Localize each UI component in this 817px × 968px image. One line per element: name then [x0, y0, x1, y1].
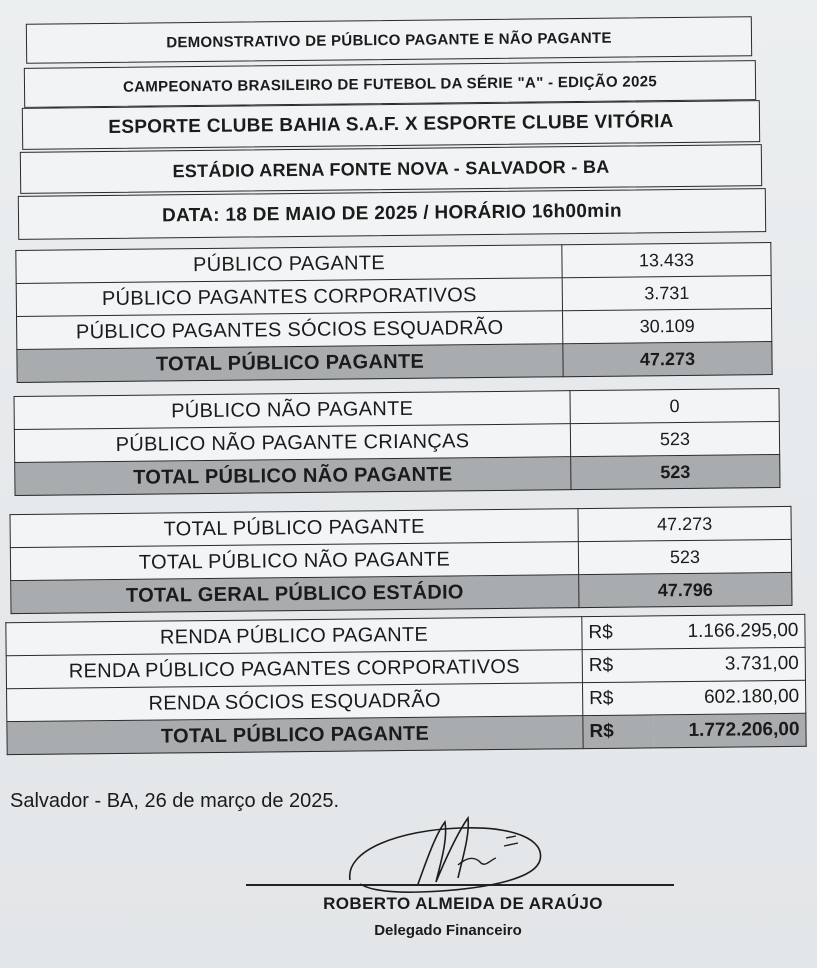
row-value: 3.731,00 [653, 647, 806, 682]
row-value: 1.166.295,00 [652, 614, 805, 649]
total-row [7, 713, 806, 754]
row-label: RENDA PÚBLICO PAGANTES CORPORATIVOS [6, 650, 582, 689]
row-label: RENDA SÓCIOS ESQUADRÃO [7, 683, 583, 722]
header-stadium: ESTÁDIO ARENA FONTE NOVA - SALVADOR - BA [172, 156, 610, 181]
handwritten-signature [340, 810, 560, 900]
row-label: PÚBLICO NÃO PAGANTE [14, 391, 570, 430]
total-value: 47.273 [563, 342, 772, 377]
row-value: 523 [570, 421, 779, 456]
row-label: RENDA PÚBLICO PAGANTE [6, 617, 582, 656]
currency-symbol: R$ [583, 715, 654, 749]
signer-name: ROBERTO ALMEIDA DE ARAÚJO [323, 894, 603, 913]
total-row [11, 572, 792, 613]
row-label: TOTAL PÚBLICO NÃO PAGANTE [10, 542, 578, 581]
paying-audience-table [15, 242, 772, 383]
signature-line [246, 884, 674, 886]
currency-symbol: R$ [582, 682, 653, 716]
total-value: 47.796 [579, 572, 792, 607]
total-label: TOTAL PÚBLICO NÃO PAGANTE [15, 457, 571, 496]
row-value: 0 [570, 388, 779, 423]
row-value: 13.433 [562, 243, 771, 278]
row-value: 602.180,00 [653, 680, 806, 715]
header-championship: CAMPEONATO BRASILEIRO DE FUTEBOL DA SÉRIE "A" - EDIÇÃO 2025 [122, 72, 658, 96]
header-title-box [26, 16, 752, 64]
row-label: PÚBLICO PAGANTES CORPORATIVOS [16, 278, 562, 317]
total-label: TOTAL PÚBLICO PAGANTE [17, 344, 563, 383]
signer-role: Delegado Financeiro [374, 922, 522, 939]
header-stadium-box [20, 144, 762, 194]
total-value: 523 [571, 454, 780, 489]
non-paying-audience-table [13, 388, 780, 496]
row-value: 30.109 [562, 309, 771, 344]
place-and-date: Salvador - BA, 26 de março de 2025. [10, 790, 340, 812]
currency-symbol: R$ [582, 616, 653, 650]
currency-symbol: R$ [582, 649, 653, 683]
revenue-table [5, 614, 806, 755]
row-label: PÚBLICO NÃO PAGANTE CRIANÇAS [14, 424, 570, 463]
row-label: TOTAL PÚBLICO PAGANTE [10, 509, 578, 548]
header-match-box [22, 100, 760, 150]
row-label: PÚBLICO PAGANTES SÓCIOS ESQUADRÃO [17, 311, 563, 350]
row-label: PÚBLICO PAGANTE [16, 245, 562, 284]
row-value: 3.731 [562, 276, 771, 311]
total-label: TOTAL GERAL PÚBLICO ESTÁDIO [11, 575, 579, 614]
header-title: DEMONSTRATIVO DE PÚBLICO PAGANTE E NÃO PAGANTE [166, 29, 612, 51]
header-match: ESPORTE CLUBE BAHIA S.A.F. X ESPORTE CLUBE VITÓRIA [108, 111, 674, 138]
total-row [15, 454, 780, 495]
total-audience-table [9, 506, 792, 614]
row-value: 47.273 [578, 506, 791, 541]
row-value: 523 [578, 539, 791, 574]
header-date-box [18, 188, 766, 240]
total-value: 1.772.206,00 [653, 713, 806, 748]
header-date: DATA: 18 DE MAIO DE 2025 / HORÁRIO 16h00min [161, 200, 623, 227]
total-label: TOTAL PÚBLICO PAGANTE [7, 716, 583, 755]
total-row [17, 342, 772, 383]
